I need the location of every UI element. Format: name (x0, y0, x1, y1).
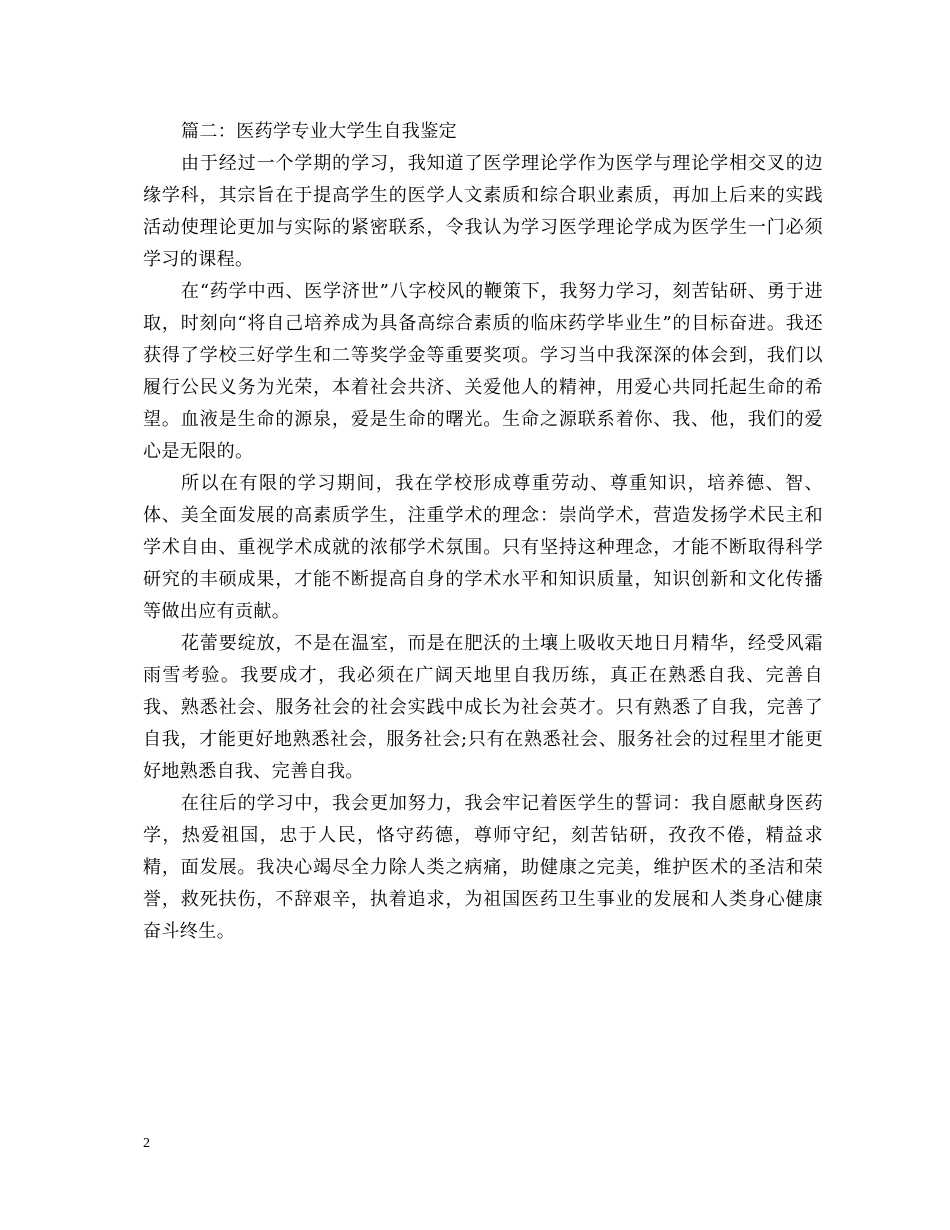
page-number: 2 (143, 1136, 150, 1151)
paragraph-3: 所以在有限的学习期间，我在学校形成尊重劳动、尊重知识，培养德、智、体、美全面发展的高素质学生，注重学术的理念：崇尚学术，营造发扬学术民主和学术自由、重视学术成就的浓郁学术氛围。只有坚持这种理念，才能不断取得科学研究的丰硕成果，才能不断提高自身的学术水平和知识质量，知识创新和文化传播等做出应有贡献。 (143, 473, 823, 622)
document-body (143, 116, 823, 948)
section-heading: 篇二：医药学专业大学生自我鉴定 (181, 121, 457, 142)
paragraph-5: 在往后的学习中，我会更加努力，我会牢记着医学生的誓词：我自愿献身医药学，热爱祖国，忠于人民，恪守药德，尊师守纪，刻苦钻研，孜孜不倦，精益求精，面发展。我决心竭尽全力除人类之病痛，助健康之完美，维护医术的圣洁和荣誉，救死扶伤，不辞艰辛，执着追求，为祖国医药卫生事业的发展和人类身心健康奋斗终生。 (143, 793, 823, 942)
paragraph-2: 在“药学中西、医学济世”八字校风的鞭策下，我努力学习，刻苦钻研、勇于进取，时刻向“将自己培养成为具备高综合素质的临床药学毕业生”的目标奋进。我还获得了学校三好学生和二等奖学金等重要奖项。学习当中我深深的体会到，我们以履行公民义务为光荣，本着社会共济、关爱他人的精神，用爱心共同托起生命的希望。血液是生命的源泉，爱是生命的曙光。生命之源联系着你、我、他，我们的爱心是无限的。 (143, 281, 823, 462)
paragraph-4: 花蕾要绽放，不是在温室，而是在肥沃的土壤上吸收天地日月精华，经受风霜雨雪考验。我要成才，我必须在广阔天地里自我历练，真正在熟悉自我、完善自我、熟悉社会、服务社会的社会实践中成长为社会英才。只有熟悉了自我，完善了自我，才能更好地熟悉社会，服务社会;只有在熟悉社会、服务社会的过程里才能更好地熟悉自我、完善自我。 (143, 633, 823, 782)
paragraph-1: 由于经过一个学期的学习，我知道了医学理论学作为医学与理论学相交叉的边缘学科，其宗旨在于提高学生的医学人文素质和综合职业素质，再加上后来的实践活动使理论更加与实际的紧密联系，令我认为学习医学理论学成为医学生一门必须学习的课程。 (143, 153, 823, 270)
